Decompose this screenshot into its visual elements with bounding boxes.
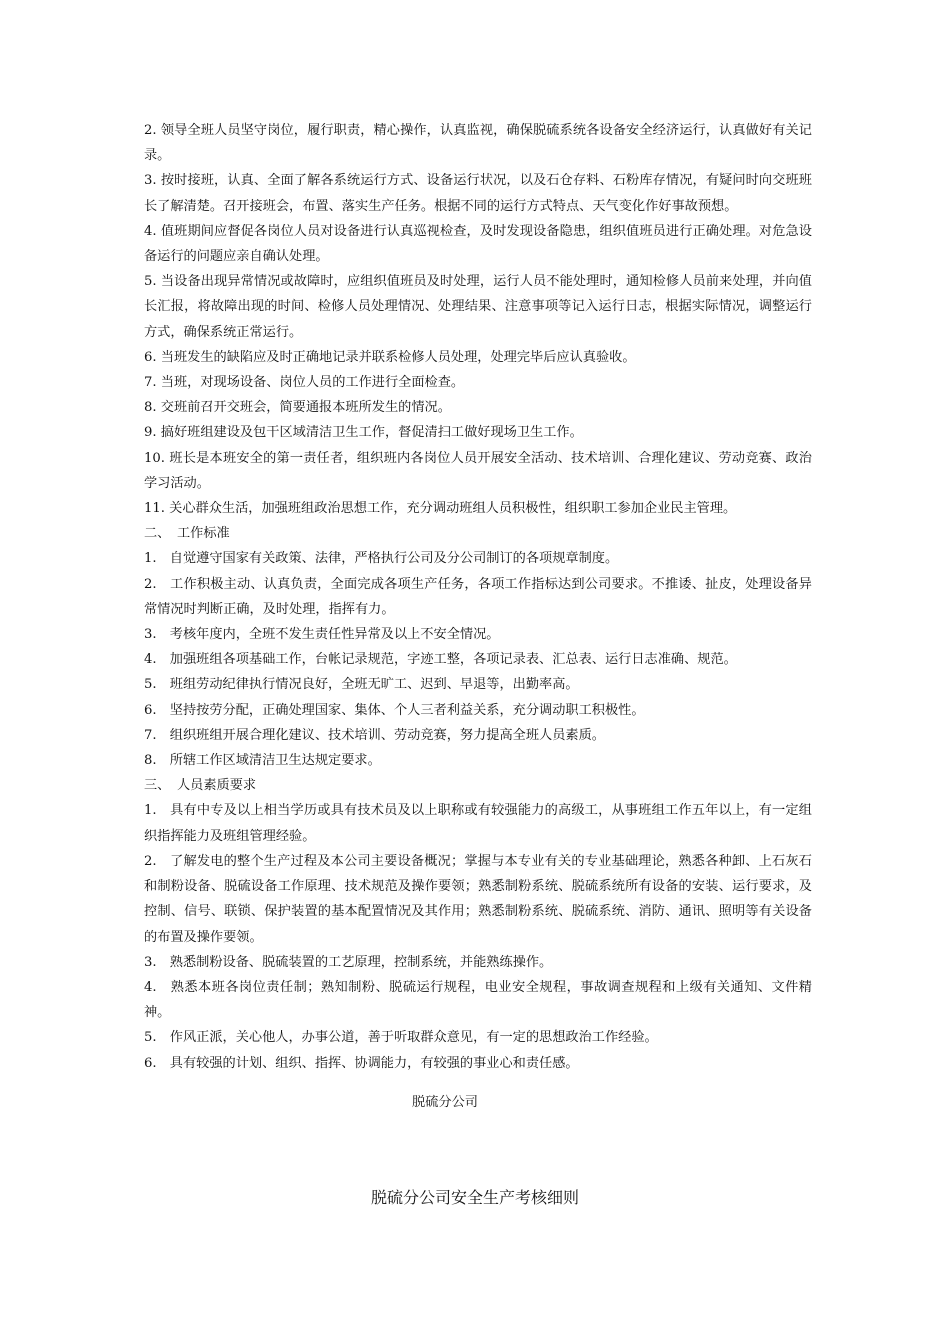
section-heading: 三、 人员素质要求 — [144, 778, 257, 794]
paragraph: 8. 所辖工作区域清洁卫生达规定要求。 — [144, 753, 381, 769]
paragraph: 6. 具有较强的计划、组织、指挥、协调能力，有较强的事业心和责任感。 — [144, 1055, 579, 1071]
signature-line — [0, 1090, 950, 1115]
paragraph: 6. 当班发生的缺陷应及时正确地记录并联系检修人员处理，处理完毕后应认真验收。 — [144, 349, 636, 365]
paragraph: 5. 当设备出现异常情况或故障时，应组织值班员及时处理，运行人员不能处理时，通知检修人员前来处理，并向值长汇报，将故障出现的时间、检修人员处理情况、处理结果、注意事项等记入运行日志，根据实际情况，调整运行方式，确保系统正常运行。 — [144, 274, 812, 340]
paragraph: 4. 值班期间应督促各岗位人员对设备进行认真巡视检查，及时发现设备隐患，组织值班员进行正确处理。对危急设备运行的问题应亲自确认处理。 — [144, 223, 812, 265]
document-body — [144, 118, 812, 1076]
paragraph: 5. 班组劳动纪律执行情况良好，全班无旷工、迟到、早退等，出勤率高。 — [144, 677, 579, 693]
paragraph: 4. 熟悉本班各岗位责任制；熟知制粉、脱硫运行规程，电业安全规程，事故调查规程和上级有关通知、文件精神。 — [144, 979, 812, 1021]
paragraph: 1. 自觉遵守国家有关政策、法律，严格执行公司及分公司制订的各项规章制度。 — [144, 551, 619, 567]
paragraph: 8. 交班前召开交班会，简要通报本班所发生的情况。 — [144, 400, 451, 416]
paragraph: 4. 加强班组各项基础工作，台帐记录规范，字迹工整，各项记录表、汇总表、运行日志准确、规范。 — [144, 652, 737, 668]
paragraph: 9. 搞好班组建设及包干区域清洁卫生工作，督促清扫工做好现场卫生工作。 — [144, 425, 583, 441]
paragraph: 11. 关心群众生活，加强班组政治思想工作，充分调动班组人员积极性，组织职工参加企业民主管理。 — [144, 501, 737, 517]
paragraph: 2. 工作积极主动、认真负责，全面完成各项生产任务，各项工作指标达到公司要求。不推诿、扯皮，处理设备异常情况时判断正确，及时处理，指挥有力。 — [144, 576, 812, 617]
paragraph: 5. 作风正派，关心他人，办事公道，善于听取群众意见，有一定的思想政治工作经验。 — [144, 1030, 658, 1046]
paragraph: 3. 熟悉制粉设备、脱硫装置的工艺原理，控制系统，并能熟练操作。 — [144, 954, 553, 970]
paragraph: 7. 当班，对现场设备、岗位人员的工作进行全面检查。 — [144, 375, 465, 391]
paragraph: 2. 领导全班人员坚守岗位，履行职责，精心操作，认真监视，确保脱硫系统各设备安全经济运行，认真做好有关记录。 — [144, 123, 812, 164]
paragraph: 10. 班长是本班安全的第一责任者，组织班内各岗位人员开展安全活动、技术培训、合理化建议、劳动竞赛、政治学习活动。 — [144, 450, 812, 491]
paragraph: 3. 考核年度内，全班不发生责任性异常及以上不安全情况。 — [144, 627, 500, 643]
signature-text: 脱硫分公司 — [412, 1095, 478, 1110]
paragraph: 3. 按时接班，认真、全面了解各系统运行方式、设备运行状况，以及石仓存料、石粉库存情况，有疑问时向交班班长了解清楚。召开接班会，布置、落实生产任务。根据不同的运行方式特点、天气变化作好事故预想。 — [144, 173, 812, 214]
section-heading: 二、 工作标准 — [144, 526, 230, 542]
paragraph: 6. 坚持按劳分配，正确处理国家、集体、个人三者利益关系，充分调动职工积极性。 — [144, 702, 645, 718]
paragraph: 2. 了解发电的整个生产过程及本公司主要设备概况；掌握与本专业有关的专业基础理论，熟悉各种卸、上石灰石和制粉设备、脱硫设备工作原理、技术规范及操作要领；熟悉制粉系统、脱硫系统所有设备的安装、运行要求，及控制、信号、联锁、保护装置的基本配置情况及其作用；熟悉制粉系统、脱硫系统、消防、通讯、照明等有关设备的布置及操作要领。 — [144, 853, 812, 945]
next-document-title: 脱硫分公司安全生产考核细则 — [370, 1188, 579, 1207]
paragraph: 7. 组织班组开展合理化建议、技术培训、劳动竞赛，努力提高全班人员素质。 — [144, 727, 605, 743]
paragraph: 1. 具有中专及以上相当学历或具有技术员及以上职称或有较强能力的高级工，从事班组工作五年以上，有一定组织指挥能力及班组管理经验。 — [144, 803, 812, 844]
